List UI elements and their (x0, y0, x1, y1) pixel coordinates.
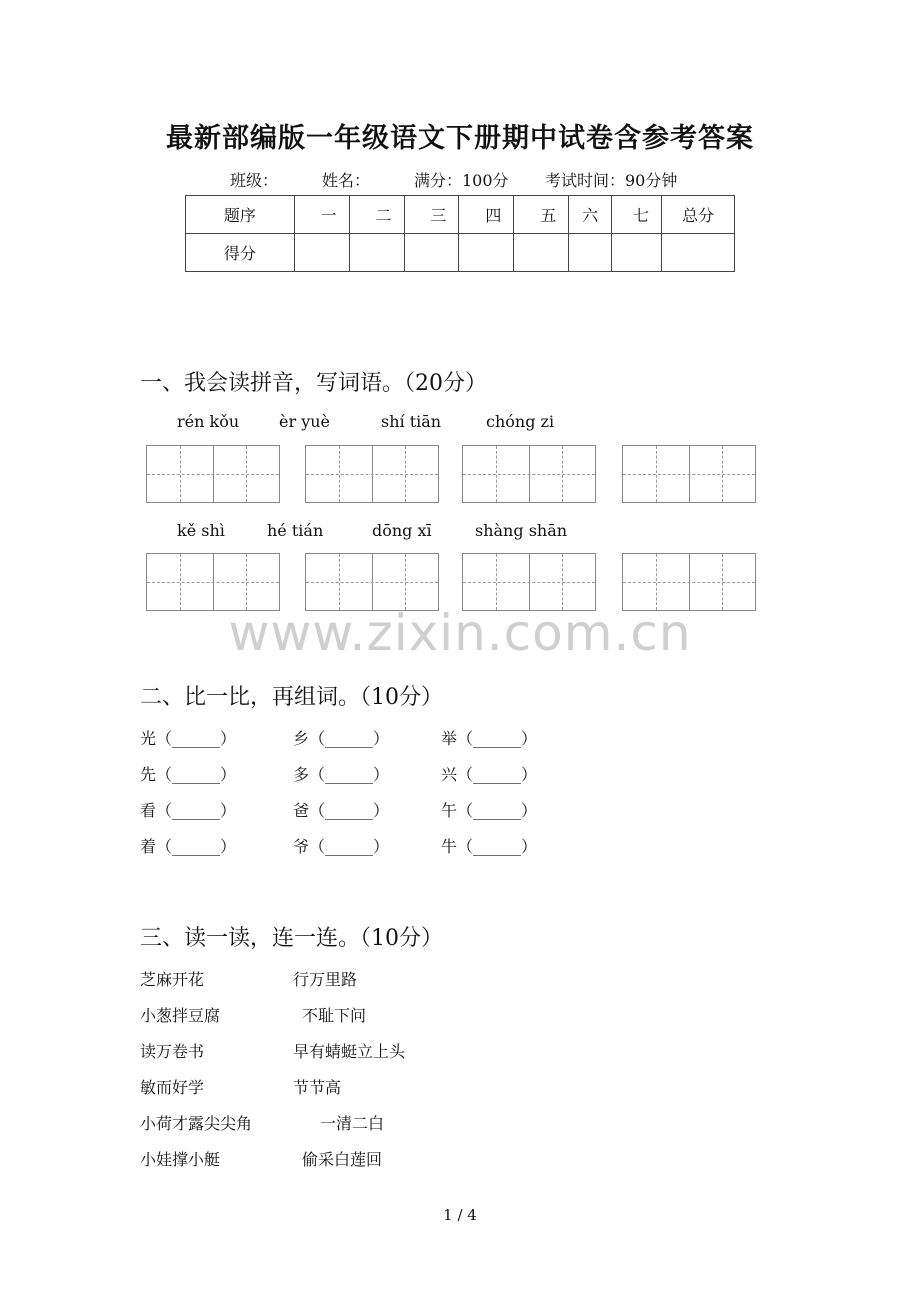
score-cell[interactable] (404, 234, 459, 272)
pinyin-label: èr yuè (279, 412, 331, 431)
match-left-item[interactable]: 芝麻开花 (140, 970, 205, 989)
writing-grid[interactable] (462, 553, 596, 611)
match-left-item[interactable]: 小娃撑小艇 (140, 1150, 221, 1169)
pinyin-label: chóng zi (486, 412, 555, 431)
match-left-item[interactable]: 读万卷书 (140, 1042, 205, 1061)
word-blank[interactable]: 兴（______） (441, 765, 538, 784)
writing-grid[interactable] (305, 553, 439, 611)
section2-title: 二、比一比，再组词。（10分） (140, 685, 443, 710)
score-cell[interactable] (349, 234, 404, 272)
page-title: 最新部编版一年级语文下册期中试卷含参考答案 (166, 123, 754, 154)
watermark: www.zixin.com.cn (228, 604, 692, 662)
section3-title: 三、读一读，连一连。（10分） (140, 926, 443, 951)
score-header-cell: 三 (404, 196, 459, 234)
exam-time: 考试时间：90分钟 (545, 171, 678, 190)
match-right-item[interactable]: 早有蜻蜓立上头 (293, 1042, 406, 1061)
word-blank[interactable]: 乡（______） (293, 729, 390, 748)
name-label: 姓名： (322, 171, 371, 190)
word-blank[interactable]: 举（______） (441, 729, 538, 748)
score-table-score-row (186, 234, 735, 272)
pinyin-label: rén kǒu (177, 412, 240, 431)
word-blank[interactable]: 爸（______） (293, 801, 390, 820)
score-header-cell: 六 (569, 196, 612, 234)
score-cell[interactable] (662, 234, 735, 272)
score-cell[interactable] (514, 234, 569, 272)
word-blank[interactable]: 光（______） (140, 729, 237, 748)
score-cell[interactable] (612, 234, 662, 272)
pinyin-label: shí tiān (381, 412, 442, 431)
score-header-cell: 五 (514, 196, 569, 234)
pinyin-label: dōng xī (372, 521, 432, 540)
writing-grid[interactable] (462, 445, 596, 503)
match-right-item[interactable]: 行万里路 (293, 970, 358, 989)
word-blank[interactable]: 先（______） (140, 765, 237, 784)
score-cell[interactable] (569, 234, 612, 272)
pinyin-label: shàng shān (475, 521, 568, 540)
score-table-header-row (186, 196, 735, 234)
word-blank[interactable]: 着（______） (140, 837, 237, 856)
page-number: 1 / 4 (443, 1206, 477, 1224)
writing-grid[interactable] (146, 445, 280, 503)
score-header-cell: 四 (459, 196, 514, 234)
score-cell[interactable] (294, 234, 349, 272)
word-blank[interactable]: 多（______） (293, 765, 390, 784)
word-blank[interactable]: 牛（______） (441, 837, 538, 856)
score-table (185, 195, 735, 272)
score-header-cell: 二 (349, 196, 404, 234)
match-left-item[interactable]: 小荷才露尖尖角 (140, 1114, 253, 1133)
score-header-cell: 总分 (662, 196, 735, 234)
word-blank[interactable]: 爷（______） (293, 837, 390, 856)
full-score: 满分：100分 (414, 171, 509, 190)
pinyin-label: hé tián (267, 521, 324, 540)
match-right-item[interactable]: 一清二白 (320, 1114, 385, 1133)
writing-grid[interactable] (622, 445, 756, 503)
score-header-cell: 七 (612, 196, 662, 234)
match-right-item[interactable]: 偷采白莲回 (302, 1150, 383, 1169)
score-header-cell: 题序 (186, 196, 295, 234)
score-header-cell: 一 (294, 196, 349, 234)
score-cell[interactable] (459, 234, 514, 272)
writing-grid[interactable] (305, 445, 439, 503)
class-label: 班级： (230, 171, 279, 190)
pinyin-label: kě shì (177, 521, 225, 540)
writing-grid[interactable] (622, 553, 756, 611)
match-left-item[interactable]: 敏而好学 (140, 1078, 205, 1097)
match-right-item[interactable]: 节节高 (293, 1078, 342, 1097)
match-left-item[interactable]: 小葱拌豆腐 (140, 1006, 221, 1025)
section1-title: 一、我会读拼音，写词语。（20分） (140, 371, 487, 396)
score-row-label: 得分 (186, 234, 295, 272)
word-blank[interactable]: 看（______） (140, 801, 237, 820)
word-blank[interactable]: 午（______） (441, 801, 538, 820)
writing-grid[interactable] (146, 553, 280, 611)
match-right-item[interactable]: 不耻下问 (302, 1006, 367, 1025)
